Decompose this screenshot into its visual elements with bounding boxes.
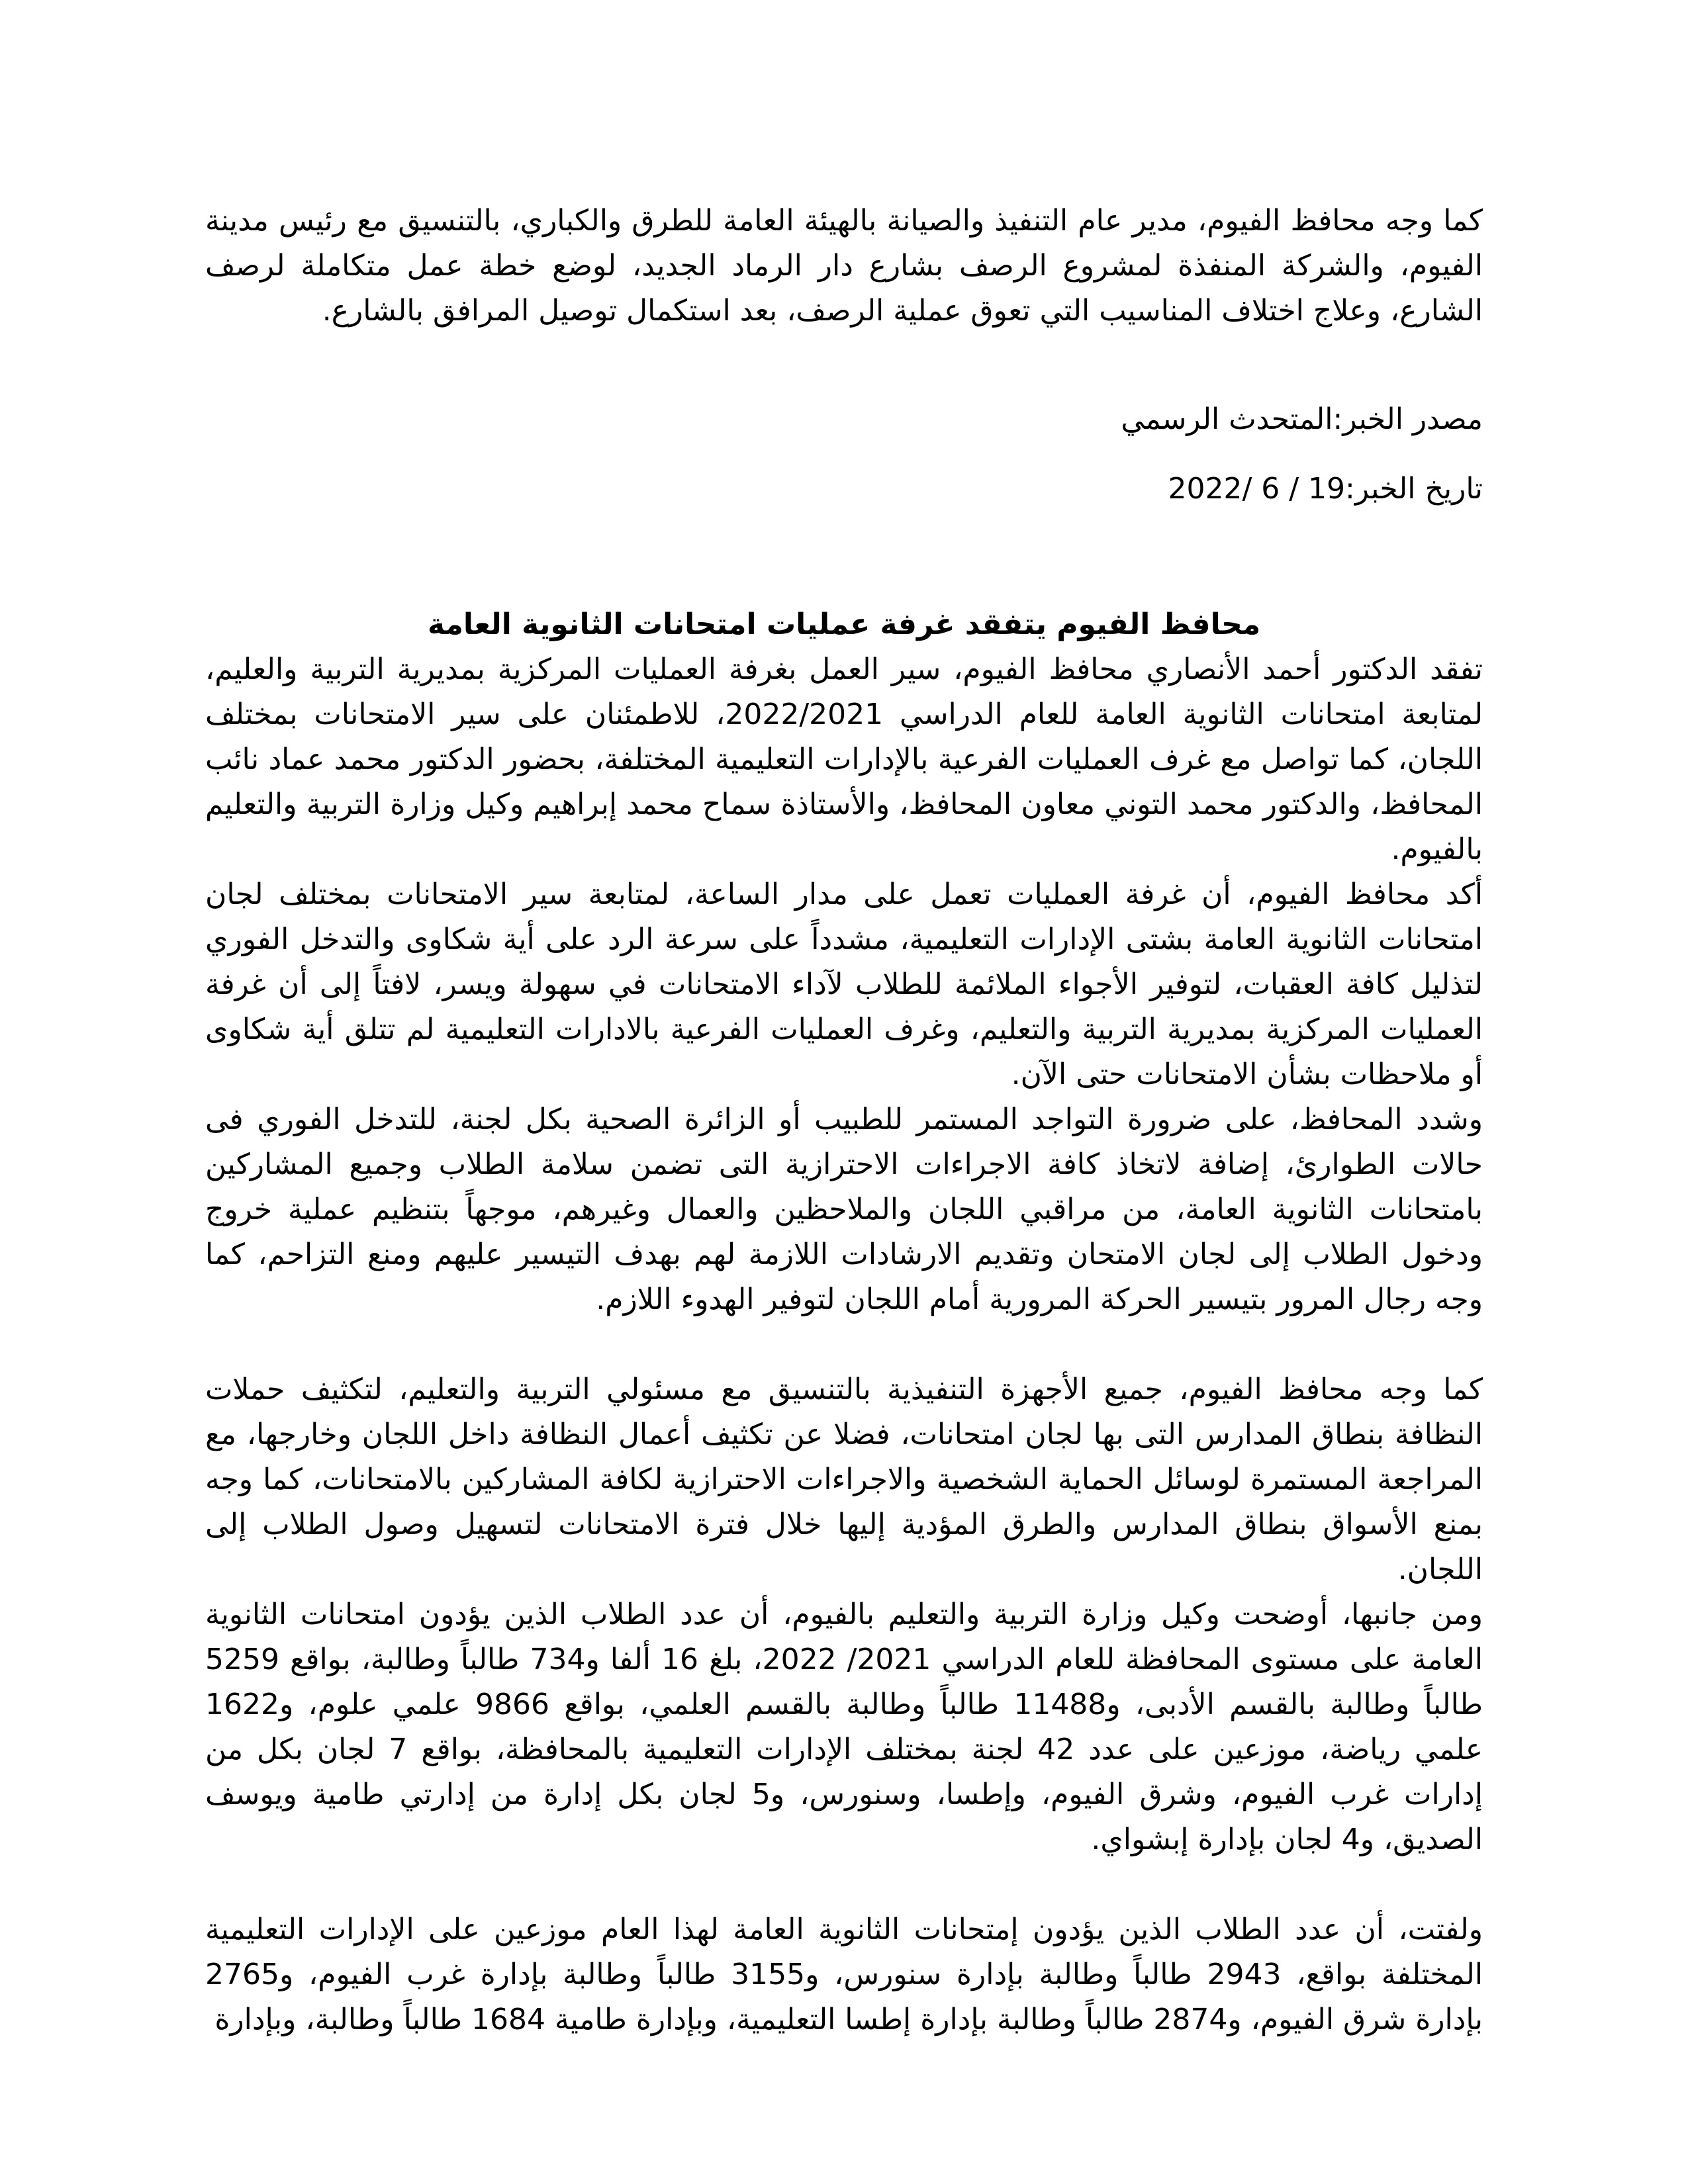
article-headline: محافظ الفيوم يتفقد غرفة عمليات امتحانات الثانوية العامة [427,608,1261,641]
article-paragraph-1: تفقد الدكتور أحمد الأنصاري محافظ الفيوم، سير العمل بغرفة العمليات المركزية بمديرية التربية والعليم، لمتابعة امتحانات الثانوية العامة للعام الدراسي 2022/2021، للاطمئنان على سير الامتحانات بمختلف اللجان، كما تواصل مع غرف العمليات الفرعية بالإدارات التعليمية المختلفة، بحضور الدكتور محمد عماد نائب المحافظ، والدكتور محمد التوني معاون المحافظ، والأستاذة سماح محمد إبراهيم وكيل وزارة التربية والتعليم بالفيوم. [205,653,1483,866]
article-paragraph-3: وشدد المحافظ، على ضرورة التواجد المستمر للطبيب أو الزائرة الصحية بكل لجنة، للتدخل الفوري فى حالات الطوارئ، إضافة لاتخاذ كافة الاجراءات الاحترازية التى تضمن سلامة الطلاب وجميع المشاركين بامتحانات الثانوية العامة، من مراقبي اللجان والملاحظين والعمال وغيرهم، موجهاً بتنظيم عملية خروج ودخول الطلاب إلى لجان الامتحان وتقديم الارشادات اللازمة لهم بهدف التيسير عليهم ومنع التزاحم، كما وجه رجال المرور بتيسير الحركة المرورية أمام اللجان لتوفير الهدوء اللازم. [205,1103,1483,1316]
article-paragraph-6: ولفتت، أن عدد الطلاب الذين يؤدون إمتحانات الثانوية العامة لهذا العام موزعين على الإدارات التعليمية المختلفة بواقع، 2943 طالباً وطالبة بإدارة سنورس، و3155 طالباً وطالبة بإدارة غرب الفيوم، و2765 بإدارة شرق الفيوم، و2874 طالباً وطالبة بإدارة إطسا التعليمية، وبإدارة طامية 1684 طالباً وطالبة، وبإدارة [205,1913,1483,2036]
article-paragraph-2: أكد محافظ الفيوم، أن غرفة العمليات تعمل على مدار الساعة، لمتابعة سير الامتحانات بمختلف لجان امتحانات الثانوية العامة بشتى الإدارات التعليمية، مشدداً على سرعة الرد على أية شكاوى والتدخل الفوري لتذليل كافة العقبات، لتوفير الأجواء الملائمة للطلاب لآداء الامتحانات في سهولة ويسر، لافتاً إلى أن غرفة العمليات المركزية بمديرية التربية والتعليم، وغرف العمليات الفرعية بالادارات التعليمية لم تتلق أية شكاوى أو ملاحظات بشأن الامتحانات حتى الآن. [205,878,1483,1091]
intro-paragraph: كما وجه محافظ الفيوم، مدير عام التنفيذ والصيانة بالهيئة العامة للطرق والكباري، بالتنسيق مع رئيس مدينة الفيوم، والشركة المنفذة لمشروع الرصف بشارع دار الرماد الجديد، لوضع خطة عمل متكاملة لرصف الشارع، وعلاج اختلاف المناسيب التي تعوق عملية الرصف، بعد استكمال توصيل المرافق بالشارع. [205,204,1483,328]
document-page [205,0,1483,2184]
article-paragraph-5: ومن جانبها، أوضحت وكيل وزارة التربية والتعليم بالفيوم، أن عدد الطلاب الذين يؤدون امتحانات الثانوية العامة على مستوى المحافظة للعام الدراسي 2021/ 2022، بلغ 16 ألفا و734 طالباً وطالبة، بواقع 5259 طالباً وطالبة بالقسم الأدبى، و11488 طالباً وطالبة بالقسم العلمي، بواقع 9866 علمي علوم، و1622 علمي رياضة، موزعين على عدد 42 لجنة بمختلف الإدارات التعليمية بالمحافظة، بواقع 7 لجان بكل من إدارات غرب الفيوم، وشرق الفيوم، وإطسا، وسنورس، و5 لجان بكل إدارة من إدارتي طامية ويوسف الصديق، و4 لجان بإدارة إبشواي. [205,1598,1483,1856]
news-source-line: مصدر الخبر:المتحدث الرسمي [1121,402,1483,436]
news-date-line: تاريخ الخبر:19 / 6 /2022 [1168,472,1483,506]
article-paragraph-4: كما وجه محافظ الفيوم، جميع الأجهزة التنفيذية بالتنسيق مع مسئولي التربية والتعليم، لتكثيف حملات النظافة بنطاق المدارس التى بها لجان امتحانات، فضلا عن تكثيف أعمال النظافة داخل اللجان وخارجها، مع المراجعة المستمرة لوسائل الحماية الشخصية والاجراءات الاحترازية لكافة المشاركين بالامتحانات، كما وجه بمنع الأسواق بنطاق المدارس والطرق المؤدية إليها خلال فترة الامتحانات لتسهيل وصول الطلاب إلى اللجان. [205,1373,1483,1586]
